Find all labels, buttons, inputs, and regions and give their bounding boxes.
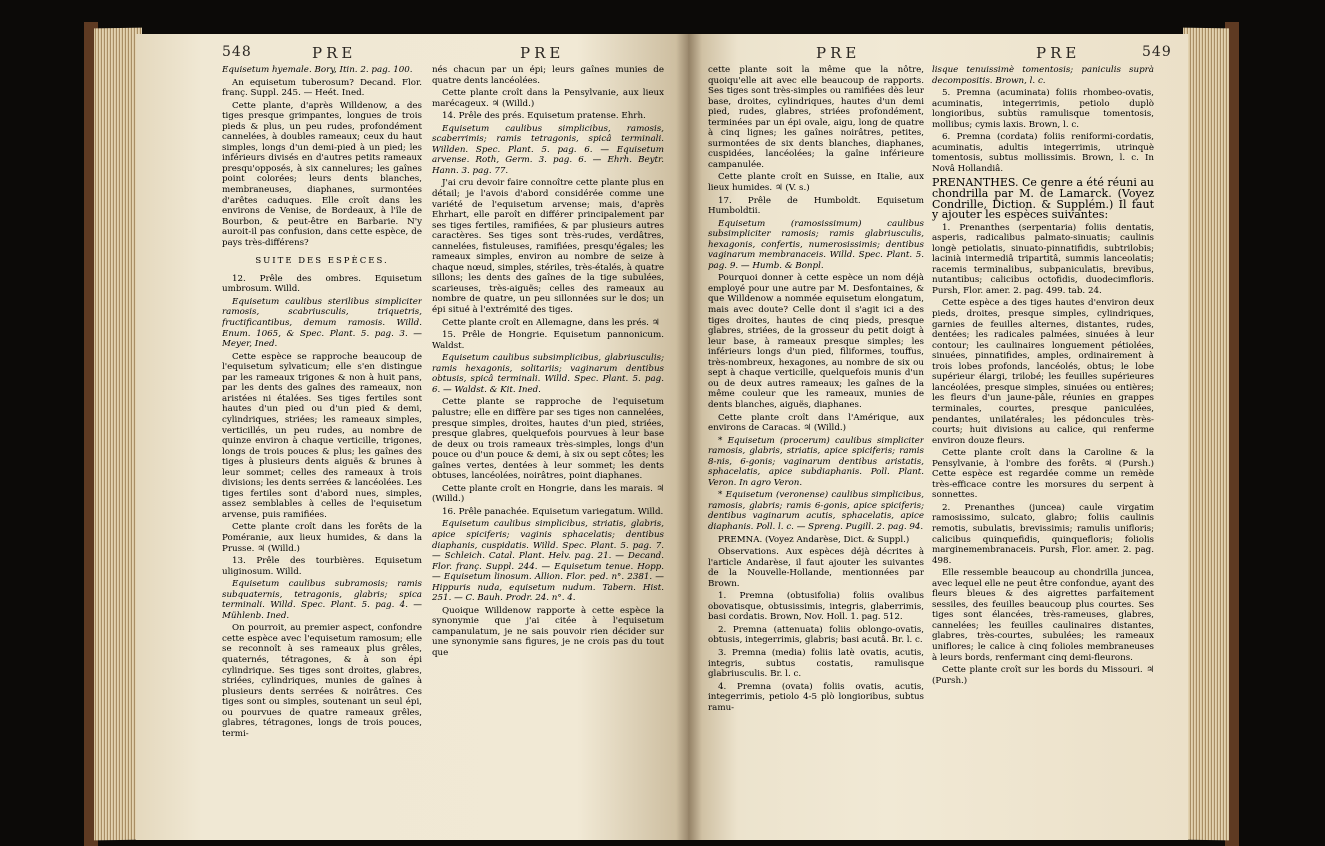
paragraph: Cette plante croît en Allemagne, dans les prés. ♃ [442,317,660,328]
paragraph: Cette plante, d'après Willdenow, a des tiges presque grimpantes, longues de trois pieds & plus, un peu rudes, profondément cannelées, à doubles rameaux; ceux du haut simples, longs d'un demi-pied à un pied; les inférieurs divisés en d'autres petits rameaux presqu'opposés, à six cannelures; les gaînes point colorées; leurs dents blanches, membraneuses, diaphanes, surmontées d'arêtes caduques. Elle croît dans les environs de Venise, de Bordeaux, à l'île de Bourbon, & peut-être en Barbarie. N'y auroit-il pas confusion, dans cette espèce, de pays très-différens? [222,100,422,248]
paragraph: Equisetum caulibus subramosis; ramis subquaternis, tetragonis, glabris; spica terminali. Willd. Spec. Plant. 5. pag. 4. — Mühlenb. Ined. [222,579,422,621]
paragraph: Equisetum caulibus simplicibus, striatis, glabris, apice spiciferis; vaginis sphacelatis; dentibus diaphanis, cuspidatis. Willd. Spec. Plant. 5. pag. 7. — Schleich. Catal. Plant. Helv. pag. 21. — Decand. Flor. franç. Suppl. 244. — Equisetum tenue. Hopp. — Equisetum linosum. Allion. Flor. ped. n°. 2381. — Hippuris nuda, equisetum nudum. Tabern. Hist. 251. — C. Bauh. Prodr. 24. n°. 4. [432,519,664,604]
paragraph: Equisetum (ramosissimum) caulibus subsimpliciter ramosis; ramis glabriusculis, hexagonis, confertis, numerosissimis; dentibus vaginarum membranaceis. Willd. Spec. Plant. 5. pag. 9. — Humb. & Bonpl. [708,218,924,271]
running-head-right-1: PRE [816,44,861,62]
paragraph: Cette espèce se rapproche beaucoup de l'equisetum sylvaticum; elle s'en distingue par les rameaux trigones & non à huit pans, par les dents des gaînes des rameaux, non aristées ni étalées. Ses tiges fertiles sont hautes d'un pied ou d'un pied & demi, cylindriques, striées; les rameaux simples, verticillés, un peu rudes, au nombre de quinze environ à chaque verticille, trigones, longs de trois pouces & plus; les gaînes des tiges à plusieurs dents aiguës & brunes à leur sommet; celles des rameaux à trois divisions; les dents serrées & lancéolées. Les tiges fertiles sont d'abord nues, simples, assez semblables à celles de l'equisetum arvense, puis ramifiées. [222,351,422,520]
paragraph: 1. Premna (obtusifolia) foliis ovalibus obovatisque, obtusissimis, integris, glaberrimis, basi cordatis. Brown, Nov. Holl. 1. pag. 512. [708,591,924,623]
paragraph: On pourroit, au premier aspect, confondre cette espèce avec l'equisetum ramosum; elle se reconnoît à ses rameaux plus grêles, quaternés, tétragones, & à son épi cylindrique. Ses tiges sont droites, glabres, striées, cylindriques, munies de gaînes à plusieurs dents serrées & noirâtres. Ces tiges sont ou simples, soutenant un seul épi, ou pourvues de quatre rameaux grêles, glabres, tétragones, longs de trois pouces, termi- [222,623,422,739]
paragraph: PREMNA. (Voyez Andarèse, Dict. & Suppl.) [718,534,910,545]
paragraph: * Equisetum (procerum) caulibus simpliciter ramosis, glabris, striatis, apice spiciferis; ramis 8-nis, 6-gonis; vaginarum dentibus aristatis, sphacelatis, apice subdiaphanis. Poll. Plant. Veron. In agro Veron. [708,435,924,488]
paragraph: 5. Premna (acuminata) foliis rhombeo-ovatis, acuminatis, integerrimis, petiolo duplò longioribus, subtùs ramulisque tomentosis, mollibus; cymis laxis. Brown, l. c. [932,88,1154,130]
paragraph: Equisetum caulibus subsimplicibus, glabriusculis; ramis hexagonis, solitariis; vaginarum dentibus obtusis, spicâ terminali. Willd. Spec. Plant. 5. pag. 6. — Waldst. & Kit. Ined. [432,353,664,395]
book-gutter [676,34,702,840]
paragraph: Quoique Willdenow rapporte à cette espèce la synonymie que j'ai citée à l'equisetum campanulatum, je ne sais pouvoir rien décider sur une synonymie sans figures, je ne crois pas du tout que [432,605,664,658]
paragraph: An equisetum tuberosum? Decand. Flor. franç. Suppl. 245. — Heét. Ined. [222,77,422,99]
page-number-right: 549 [1142,44,1172,60]
paragraph: 13. Prêle des tourbières. Equisetum uliginosum. Willd. [222,556,422,577]
page-edges-left [94,28,142,841]
paragraph: 3. Premna (media) foliis latè ovatis, acutis, integris, subtus costatis, ramulisque glabriusculis. Br. l. c. [708,647,924,680]
running-head-left-1: PRE [312,44,357,62]
running-head-left-2: PRE [520,44,565,62]
page-number-left: 548 [222,44,252,60]
paragraph: cette plante soit la même que la nôtre, quoiqu'elle ait avec elle beaucoup de rapports. Ses tiges sont très-simples ou ramifiées dès leur base, droites, cylindriques, hautes d'un demi pied, rudes, glabres, striées profondément, terminées par un épi ovale, aigu, long de quatre à cinq lignes; les gaînes noirâtres, petites, surmontées de six dents blanches, diaphanes, cuspidées, lancéolées; la gaîne inférieure campanulée. [708,65,924,170]
paragraph: 1. Prenanthes (serpentaria) foliis dentatis, asperis, radicalibus palmato-sinuatis; caulinis longè petiolatis, sinuato-pinnatifidis, subtrilobis; lacinià intermediâ tripartitâ, summis lanceolatis; racemis terminalibus, subpaniculatis, brevibus, nutantibus; calicibus octofidis, duodecimfloris. Pursh, Flor. amer. 2. pag. 499. tab. 24. [932,222,1154,296]
paragraph: Elle ressemble beaucoup au chondrilla juncea, avec lequel elle ne peut être confondue, ayant des fleurs bleues & des aigrettes parfaitement sessiles, des feuilles beaucoup plus courtes. Ses tiges sont élancées, très-rameuses, glabres, cannelées; les feuilles caulinaires distantes, glabres, très-courtes, subulées; les rameaux uniflores; le calice à cinq folioles membraneuses à leurs bords, renfermant cinq demi-fleurons. [932,568,1154,663]
paragraph: 16. Prêle panachée. Equisetum variegatum. Willd. [442,506,664,517]
paragraph: 17. Prêle de Humboldt. Equisetum Humboldtii. [708,195,924,217]
paragraph: Cette plante croît en Suisse, en Italie, aux lieux humides. ♃ (V. s.) [708,172,924,194]
left-page-column-2 [432,65,664,835]
paragraph: 4. Premna (ovata) foliis ovatis, acutis, integerrimis, petiolo 4-5 plò longioribus, subtus ramu- [708,681,924,713]
paragraph: Cette plante croît sur les bords du Missouri. ♃ (Pursh.) [932,665,1154,686]
paragraph: Equisetum caulibus simplicibus, ramosis, scaberrimis; ramis tetragonis, spicâ terminali. Willden. Spec. Plant. 5. pag. 6. — Equisetum arvense. Roth, Germ. 3. pag. 6. — Ehrh. Beytr. Hann. 3. pag. 77. [432,123,664,176]
paragraph: Cette plante croît dans la Pensylvanie, aux lieux marécageux. ♃ (Willd.) [432,88,664,109]
paragraph: lisque tenuissimè tomentosis; paniculis suprà decompositis. Brown, l. c. [932,65,1154,86]
left-page-column-1 [222,65,422,835]
paragraph: Equisetum hyemale. Bory, Itin. 2. pag. 100. [222,65,413,75]
paragraph: Cette plante se rapproche de l'equisetum palustre; elle en diffère par ses tiges non cannelées, presque simples, droites, hautes d'un pied, striées, presque glabres, quelquefois pourvues à leur base de deux ou trois rameaux très-simples, longs d'un pouce ou d'un pouce & demi, à six ou sept côtes; les gaînes vertes, dentées à leur sommet; les dents obtuses, lancéolées, noirâtres, point diaphanes. [432,397,664,482]
paragraph: J'ai cru devoir faire connoître cette plante plus en détail; je l'avois d'abord considérée comme une variété de l'equisetum arvense; mais, d'après Ehrhart, elle paroît en différer principalement par ses tiges fertiles, ramifiées, & par plusieurs autres caractères. Ses tiges sont très-rudes, verdâtres, cannelées, fistuleuses, ramifiées, presqu'égales; les rameaux simples, environ au nombre de seize à chaque nœud, simples, stériles, très-étalés, à quatre sillons; les dents des gaînes de la tige subulées, scarieuses, très-aiguës; celles des rameaux au nombre de quatre, un peu sillonnées sur le dos; un épi situé à l'extrémité des tiges. [432,178,664,316]
page-edges-right [1183,28,1229,841]
paragraph: Cette plante croît en Hongrie, dans les marais. ♃ (Willd.) [432,483,664,505]
paragraph: * Equisetum (veronense) caulibus simplicibus, ramosis, glabris; ramis 6-gonis, apice spiciferis; dentibus vaginarum acutis, sphacelatis, apice diaphanis. Poll. l. c. — Spreng. Pugill. 2. pag. 94. [708,490,924,532]
right-page-column-1 [708,65,924,835]
paragraph: Cette plante croît dans l'Amérique, aux environs de Caracas. ♃ (Willd.) [708,412,924,434]
paragraph: 2. Premna (attenuata) foliis oblongo-ovatis, obtusis, integerrimis, glabris; basi acutâ. Br. l. c. [708,624,924,646]
paragraph: 14. Prêle des prés. Equisetum pratense. Ehrh. [442,111,646,122]
paragraph: Equisetum caulibus sterilibus simpliciter ramosis, scabriusculis, triquetris, fructificantibus, demum ramosis. Willd. Enum. 1065, & Spec. Plant. 5. pag. 3. — Meyer, Ined. [222,296,422,350]
paragraph: 12. Prêle des ombres. Equisetum umbrosum. Willd. [222,273,422,295]
paragraph: Observations. Aux espèces déjà décrites à l'article Andarèse, il faut ajouter les suivantes de la Nouvelle-Hollande, mentionnées par Brown. [708,547,924,589]
running-head-right-2: PRE [1036,44,1081,62]
paragraph: 15. Prêle de Hongrie. Equisetum pannonicum. Waldst. [432,330,664,351]
paragraph: Cette plante croît dans les forêts de la Poméranie, aux lieux humides, & dans la Prusse. ♃ (Willd.) [222,522,422,554]
paragraph: 2. Prenanthes (juncea) caule virgatim ramosissimo, sulcato, glabro; foliis caulinis remotis, subulatis, brevissimis; ramulis unifloris; calicibus quinquefidis, quinquefloris; foliolis marginemembranaceis. Pursh, Flor. amer. 2. pag. 498. [932,502,1154,566]
paragraph: Cette espèce a des tiges hautes d'environ deux pieds, droites, presque simples, cylindriques, garnies de feuilles alternes, distantes, rudes, dentées; les radicales palmées, sinuées à leur contour; les caulinaires longuement pétiolées, sinuées, pinnatifides, amples, ordinairement à trois lobes profonds, lancéolés, obtus; le lobe supérieur élargi, trilobé; les feuilles supérieures lancéolées, presque simples, sinuées ou entières; les fleurs d'un jaune-pâle, réunies en grappes terminales, courtes, presque paniculées, pendantes, unilatérales; les pédoncules très-courts; huit divisions au calice, qui renferme environ douze fleurs. [932,298,1154,446]
paragraph: PRENANTHES. Ce genre a été réuni au chondrilla par M. de Lamarck. (Voyez Condrille, Diction. & Supplém.) Il faut y ajouter les espèces suivantes: [932,176,1154,222]
right-page-column-2 [932,65,1154,835]
paragraph: Pourquoi donner à cette espèce un nom déjà employé pour une autre par M. Desfontaines, & que Willdenow a nommée equisetum elongatum, mais avec doute? Celle dont il s'agit ici a des tiges droites, hautes de cinq pieds, presque glabres, striées, de la grosseur du petit doigt à leur base, à rameaux presque simples; les inférieurs longs d'un pied, filiformes, touffus, très-nombreux, hexagones, au nombre de six ou sept à chaque verticille, quelquefois munis d'un ou de deux autres rameaux; les gaînes de la même couleur que les rameaux, munies de dents blanches, aiguës, diaphanes. [708,273,924,410]
paragraph: nés chacun par un épi; leurs gaînes munies de quatre dents lancéolées. [432,65,664,86]
paragraph: SUITE DES ESPÈCES. [255,256,389,267]
paragraph: Cette plante croît dans la Caroline & la Pensylvanie, à l'ombre des forêts. ♃ (Pursh.) Cette espèce est regardée comme un remède très-efficace contre les morsures du serpent à sonnettes. [932,448,1154,501]
paragraph: 6. Premna (cordata) foliis reniformi-cordatis, acuminatis, adultis integerrimis, utrinquè tomentosis, subtus mollissimis. Brown, l. c. In Novâ Hollandiâ. [932,132,1154,174]
